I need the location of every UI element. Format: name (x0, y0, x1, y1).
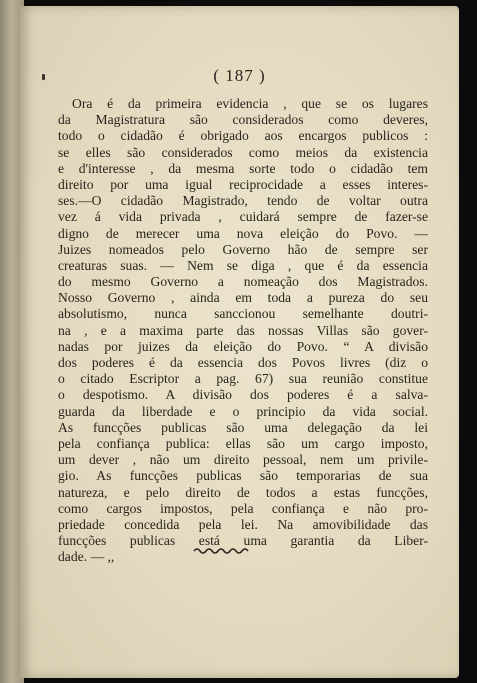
text-line: creaturas suas. — Nem se diga , que é da essencia (58, 257, 428, 273)
text-line: pela confiança publica: ellas são um cargo imposto, (58, 435, 428, 451)
text-line: vez á vida privada , cuidará sempre de fazer-se (58, 209, 428, 225)
text-line: Juizes nomeados pelo Governo hão de sempre ser (58, 241, 428, 257)
text-line: um dever , não um direito pessoal, nem um privile- (58, 452, 428, 468)
text-line: como cargos impostos, pela confiança e não pro- (58, 500, 428, 516)
text-line: absolutismo, nunca sanccionou semelhante doutri- (58, 306, 428, 322)
book-page (20, 6, 459, 678)
text-line: ses.—O cidadão Magistrado, tendo de voltar outra (58, 193, 428, 209)
text-line: na , e a maxima parte das nossas Villas são gover- (58, 322, 428, 338)
text-line: direito por uma igual reciprocidade a esses interes- (58, 176, 428, 192)
tail-ornament (192, 546, 252, 556)
text-line: Nosso Governo , ainda em toda a pureza do seu (58, 290, 428, 306)
text-line: natureza, e pelo direito de todos a estas funcções, (58, 484, 428, 500)
body-text (58, 96, 428, 565)
text-line: Ora é da primeira evidencia , que se os lugares (72, 96, 428, 111)
text-line: dade. — ,, (58, 549, 115, 565)
text-line: o citado Escriptor a pag. 67) sua reunião constitue (58, 371, 428, 387)
text-line: guarda da liberdade e o principio da vida social. (58, 403, 428, 419)
text-line: priedade concedida pela lei. Na amovibilidade das (58, 516, 428, 532)
text-line: do mesmo Governo a nomeação dos Magistrados. (58, 274, 428, 290)
text-line: todo o cidadão é obrigado aos encargos publicos : (58, 128, 428, 144)
text-line: dos poderes é da essencia dos Povos livres (diz o (58, 355, 428, 370)
text-line: digno de merecer uma nova eleição do Povo. — (58, 225, 428, 241)
text-line: As funcções publicas são uma delegação da lei (58, 419, 428, 435)
page-number: ( 187 ) (213, 66, 266, 85)
text-line: da Magistratura são considerados como deveres, (58, 112, 428, 128)
text-line: nadas por juizes da eleição do Povo. “ A divisão (58, 338, 428, 354)
text-line: se elles são considerados como meios da existencia (58, 144, 428, 160)
text-line: gio. As funcções publicas são temporarias de sua (58, 468, 428, 484)
text-line: funcções publicas está uma garantia da Liber- (58, 533, 428, 549)
text-line: e d'interesse , da mesma sorte todo o cidadão tem (58, 160, 428, 176)
text-line: o despotismo. A divisão dos poderes é a salva- (58, 387, 428, 403)
